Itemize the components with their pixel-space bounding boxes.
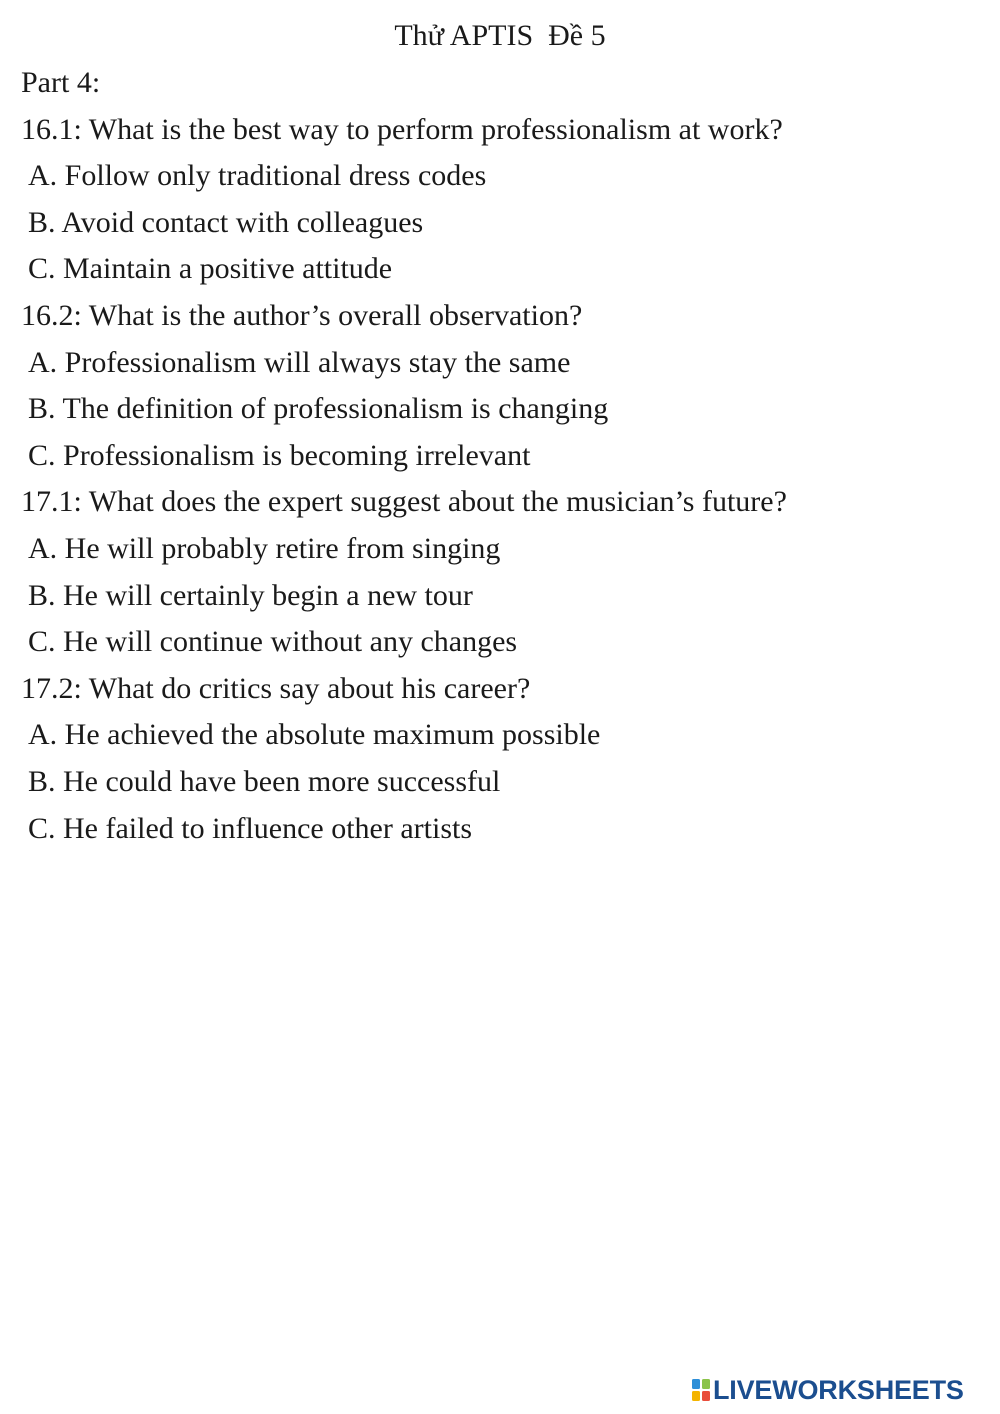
page-title: Thử APTIS Đề 5 <box>394 19 606 52</box>
answer-option[interactable]: A. Professionalism will always stay the same <box>28 345 571 379</box>
question-text: 16.2: What is the author’s overall observation? <box>21 298 583 332</box>
question-text: 16.1: What is the best way to perform professionalism at work? <box>21 112 783 146</box>
answer-option[interactable]: C. Maintain a positive attitude <box>28 252 393 286</box>
answer-option[interactable]: A. He achieved the absolute maximum possible <box>28 718 601 752</box>
brand-wordmark: LIVEWORKSHEETS <box>713 1374 964 1405</box>
question-block <box>21 293 981 479</box>
worksheet-content <box>21 60 981 852</box>
answer-option[interactable]: B. Avoid contact with colleagues <box>28 205 424 239</box>
liveworksheets-logo <box>692 1375 964 1405</box>
answer-option[interactable]: C. Professionalism is becoming irrelevant <box>28 438 531 472</box>
question-block <box>21 107 981 293</box>
answer-option[interactable]: C. He will continue without any changes <box>28 625 518 659</box>
liveworksheets-logo-icon <box>692 1379 710 1401</box>
answer-option[interactable]: B. The definition of professionalism is changing <box>28 392 609 426</box>
answer-option[interactable]: B. He will certainly begin a new tour <box>28 578 473 612</box>
question-block <box>21 479 981 665</box>
question-text: 17.1: What does the expert suggest about the musician’s future? <box>21 485 787 519</box>
answer-option[interactable]: A. Follow only traditional dress codes <box>28 159 487 193</box>
answer-option[interactable]: B. He could have been more successful <box>28 764 501 798</box>
question-text: 17.2: What do critics say about his career? <box>21 671 531 705</box>
question-block <box>21 666 981 852</box>
answer-option[interactable]: C. He failed to influence other artists <box>28 811 473 845</box>
answer-option[interactable]: A. He will probably retire from singing <box>28 531 501 565</box>
part-label: Part 4: <box>21 66 101 99</box>
